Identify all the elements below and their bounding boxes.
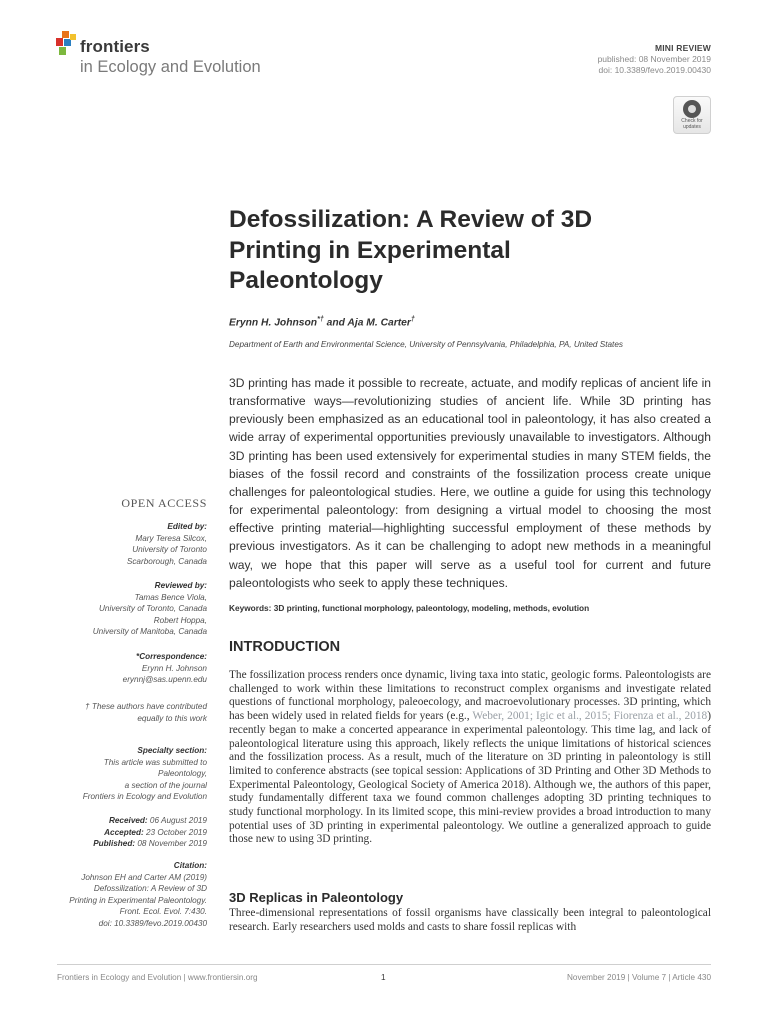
- reviewer-line: University of Toronto, Canada: [98, 604, 207, 613]
- received-date: 06 August 2019: [147, 816, 207, 825]
- author-name[interactable]: Aja M. Carter: [347, 317, 411, 329]
- journal-name: in Ecology and Evolution: [80, 58, 261, 76]
- edited-by-label: Edited by:: [167, 522, 207, 531]
- author-list: [229, 316, 415, 328]
- introduction-heading: INTRODUCTION: [229, 639, 341, 655]
- citation-line: Defossilization: A Review of 3D: [93, 884, 207, 893]
- accepted-label: Accepted:: [104, 827, 144, 837]
- article-type: MINI REVIEW: [654, 43, 711, 53]
- citation-label: Citation:: [173, 861, 207, 870]
- article-doi[interactable]: doi: 10.3389/fevo.2019.00430: [598, 65, 711, 75]
- correspondence-block: [123, 651, 207, 686]
- footer-divider: [57, 964, 711, 965]
- reviewer-line[interactable]: Tamas Bence Viola,: [134, 592, 207, 602]
- contribution-note: [85, 701, 207, 724]
- dates-block: [93, 815, 207, 850]
- page-number: 1: [381, 973, 386, 982]
- editor-line[interactable]: Mary Teresa Silcox,: [135, 533, 207, 543]
- author-name[interactable]: Erynn H. Johnson: [229, 317, 318, 329]
- intro-text: The fossilization process renders once dynamic, living taxa into static, geologic forms. Paleontologists are challenged to work within these limitations to reconstruct complex organisms and investigate related questions of functional morphology, paleoecology, and macroevolutionary processes. 3D printing, which has been widely used in related fields for years (e.g.,: [229, 669, 711, 723]
- citation-line: Front. Ecol. Evol. 7:430.: [119, 907, 207, 916]
- frontiers-logo-icon: [56, 31, 78, 57]
- footer-journal[interactable]: Frontiers in Ecology and Evolution | www.frontiersin.org: [57, 973, 258, 982]
- citation-line: Johnson EH and Carter AM (2019): [81, 872, 207, 882]
- published-date-sidebar: 08 November 2019: [135, 839, 207, 848]
- update-icon: [683, 100, 701, 118]
- edited-by-block: [127, 521, 207, 567]
- citation-link[interactable]: Weber, 2001; Igic et al., 2015; Fiorenza et al., 2018: [472, 710, 708, 723]
- badge-text: Check for updates: [681, 118, 703, 130]
- reviewer-line: University of Manitoba, Canada: [92, 627, 207, 636]
- contribution-line: equally to this work: [137, 713, 207, 723]
- check-for-updates-badge[interactable]: [673, 96, 711, 134]
- section-paragraph: Three-dimensional representations of fossil organisms have classically been integral to paleontological research. Early researchers used molds and casts to share fossil replicas with: [229, 907, 711, 933]
- accepted-date: 23 October 2019: [143, 827, 207, 837]
- journal-logo: [56, 31, 286, 81]
- article-header-info: [598, 43, 711, 76]
- citation-block: [69, 860, 207, 929]
- contribution-line: † These authors have contributed: [85, 702, 207, 711]
- correspondence-name: Erynn H. Johnson: [141, 663, 207, 673]
- affiliation: Department of Earth and Environmental Science, University of Pennsylvania, Philadelphia, PA, United States: [229, 340, 623, 349]
- footer-issue: November 2019 | Volume 7 | Article 430: [567, 973, 711, 982]
- author-marks: †: [410, 316, 415, 323]
- published-label: Published:: [93, 839, 136, 848]
- specialty-line: This article was submitted to: [103, 757, 207, 767]
- keywords: Keywords: 3D printing, functional morphology, paleontology, modeling, methods, evolution: [229, 603, 590, 613]
- editor-line: University of Toronto: [132, 545, 207, 554]
- reviewed-by-label: Reviewed by:: [154, 581, 207, 590]
- specialty-label: Specialty section:: [137, 746, 207, 755]
- citation-doi[interactable]: doi: 10.3389/fevo.2019.00430: [98, 918, 207, 928]
- open-access-label: OPEN ACCESS: [121, 496, 207, 510]
- specialty-line: Frontiers in Ecology and Evolution: [82, 792, 207, 801]
- abstract: 3D printing has made it possible to recreate, actuate, and modify replicas of ancient life in transformative ways—revolutionizing studies of ancient life. While 3D printing has previously been emphasized as an educational tool in paleontology, it has also created a wide array of experimental opportunities previously unavailable to investigators. Although 3D printing has been used extensively for experimental studies in many STEM fields, the biases of the fossil record and constraints of the fossilization process create unique challenges for paleontological studies. Here, we outline a guide for using this technology for experimental paleontology: from designing a virtual model to choosing the most effective printing material—highlighting successful employment of these methods by previous investigators. As it can be challenging to adopt new methods in a meaningful way, we hope that this paper will serve as a useful tool for current and future paleontologists who seek to apply these techniques.: [229, 376, 711, 590]
- specialty-line: a section of the journal: [124, 780, 207, 790]
- specialty-line: Paleontology,: [157, 769, 207, 778]
- article-title: Defossilization: A Review of 3D Printing in Experimental Paleontology: [229, 206, 593, 294]
- editor-line: Scarborough, Canada: [126, 556, 207, 566]
- reviewed-by-block: [93, 580, 207, 638]
- received-label: Received:: [108, 816, 148, 825]
- introduction-paragraph: [229, 669, 711, 847]
- author-conjunction: and: [323, 317, 348, 329]
- author-marks: *†: [317, 316, 324, 323]
- intro-text: ) recently began to make a concerted appearance in experimental paleontology. This time lag, and lack of paleontological literature using this approach, likely reflects the unique limitations of historical sciences and the fossilization process. As a result, much of the literature on 3D printing in paleontology is still limited to conference abstracts (see topical session: Applications of 3D Printing and Other 3D Methods to Experimental Paleontology, Geological Society of America 2018). Although we, the authors of this paper, study fundamentally different taxa we found common challenges adopting 3D printing techniques to study functional morphology. In its limited scope, this mini-review provides a broad introduction to many potential uses of 3D printing in experimental paleontology. We outline a generalized approach to guide those new to using 3D printing.: [229, 710, 711, 846]
- journal-brand: frontiers: [80, 37, 150, 56]
- section-heading: 3D Replicas in Paleontology: [229, 890, 404, 905]
- reviewer-line[interactable]: Robert Hoppa,: [153, 615, 207, 625]
- citation-line: Printing in Experimental Paleontology.: [69, 895, 207, 905]
- published-date: published: 08 November 2019: [597, 54, 711, 64]
- correspondence-label: *Correspondence:: [136, 652, 207, 661]
- specialty-block: [83, 745, 207, 803]
- correspondence-email[interactable]: erynnj@sas.upenn.edu: [122, 675, 207, 684]
